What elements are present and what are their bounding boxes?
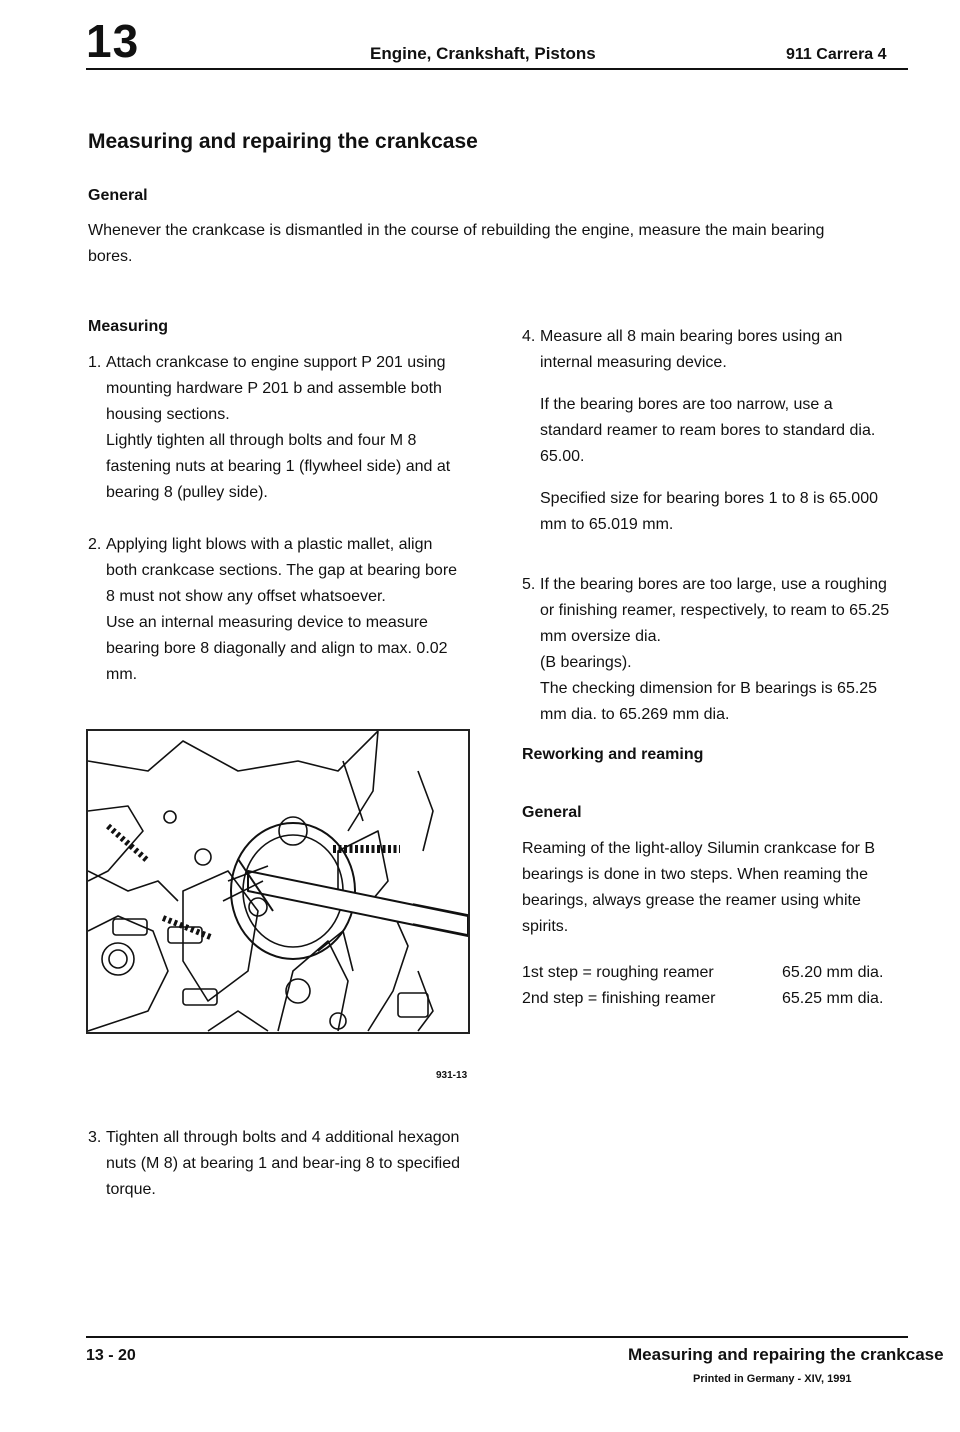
- reworking-heading: Reworking and reaming: [522, 746, 704, 763]
- header-model: 911 Carrera 4: [786, 46, 887, 63]
- step-number: 3.: [88, 1129, 102, 1146]
- step-text: Specified size for bearing bores 1 to 8 is 65.000 mm to 65.019 mm.: [540, 490, 878, 533]
- figure-caption: 931-13: [436, 1070, 468, 1081]
- step-text: If the bearing bores are too narrow, use a standard reamer to ream bores to standard dia. 65.00.: [540, 396, 876, 465]
- measuring-step-1: [88, 350, 460, 506]
- step-text: If the bearing bores are too large, use a roughing or finishing reamer, respectively, to ream to 65.25 mm oversize dia.: [540, 576, 890, 645]
- header-title: Engine, Crankshaft, Pistons: [370, 44, 596, 63]
- step-text: Attach crankcase to engine support P 201 using mounting hardware P 201 b and assemble both housing sections.: [106, 354, 446, 423]
- general-text: Whenever the crankcase is dismantled in the course of rebuilding the engine, measure the main bearing bores.: [88, 222, 825, 265]
- section-title: Measuring and repairing the crankcase: [88, 130, 478, 153]
- step-text: Use an internal measuring device to measure bearing bore 8 diagonally and align to max. 0.02 mm.: [106, 614, 448, 683]
- general-heading: General: [88, 187, 148, 204]
- spec-row: [522, 986, 902, 1012]
- spec-value: 65.20 mm dia.: [782, 964, 884, 981]
- spec-step: 2nd step = finishing reamer: [522, 990, 716, 1007]
- measuring-step-3: [88, 1125, 460, 1203]
- step-text: (B bearings).: [540, 654, 632, 671]
- step-text: Applying light blows with a plastic mallet, align both crankcase sections. The gap at bearing bore 8 must not show any offset whatsoever.: [106, 536, 458, 605]
- reworking-subheading: General: [522, 804, 582, 821]
- step-text: Tighten all through bolts and 4 additional hexagon nuts (M 8) at bearing 1 and bear-ing 8 to specified torque.: [106, 1129, 460, 1198]
- spec-step: 1st step = roughing reamer: [522, 964, 714, 981]
- step-text: Measure all 8 main bearing bores using an internal measuring device.: [540, 328, 843, 371]
- measuring-step-4: [522, 324, 898, 538]
- page-number: 13 - 20: [86, 1347, 136, 1364]
- measuring-heading: Measuring: [88, 318, 169, 335]
- measuring-step-2: [88, 532, 460, 688]
- step-number: 4.: [522, 328, 536, 345]
- measuring-step-5: [522, 572, 898, 728]
- step-number: 2.: [88, 536, 102, 553]
- step-text: Lightly tighten all through bolts and four M 8 fastening nuts at bearing 1 (flywheel side) and at bearing 8 (pulley side).: [106, 432, 451, 501]
- chapter-number: 13: [86, 15, 140, 67]
- crankcase-measuring-illustration: [86, 729, 470, 1034]
- footer-rule: [86, 1336, 908, 1338]
- step-number: 1.: [88, 354, 102, 371]
- footer-title: Measuring and repairing the crankcase: [628, 1345, 944, 1364]
- spec-row: [522, 960, 902, 986]
- footer-printed: Printed in Germany - XIV, 1991: [693, 1373, 852, 1385]
- step-number: 5.: [522, 576, 536, 593]
- spec-value: 65.25 mm dia.: [782, 990, 884, 1007]
- header-rule: [86, 68, 908, 70]
- step-text: The checking dimension for B bearings is 65.25 mm dia. to 65.269 mm dia.: [540, 680, 878, 723]
- reworking-text: Reaming of the light-alloy Silumin crankcase for B bearings is done in two steps. When reaming the bearings, always grease the reamer using white spirits.: [522, 840, 876, 935]
